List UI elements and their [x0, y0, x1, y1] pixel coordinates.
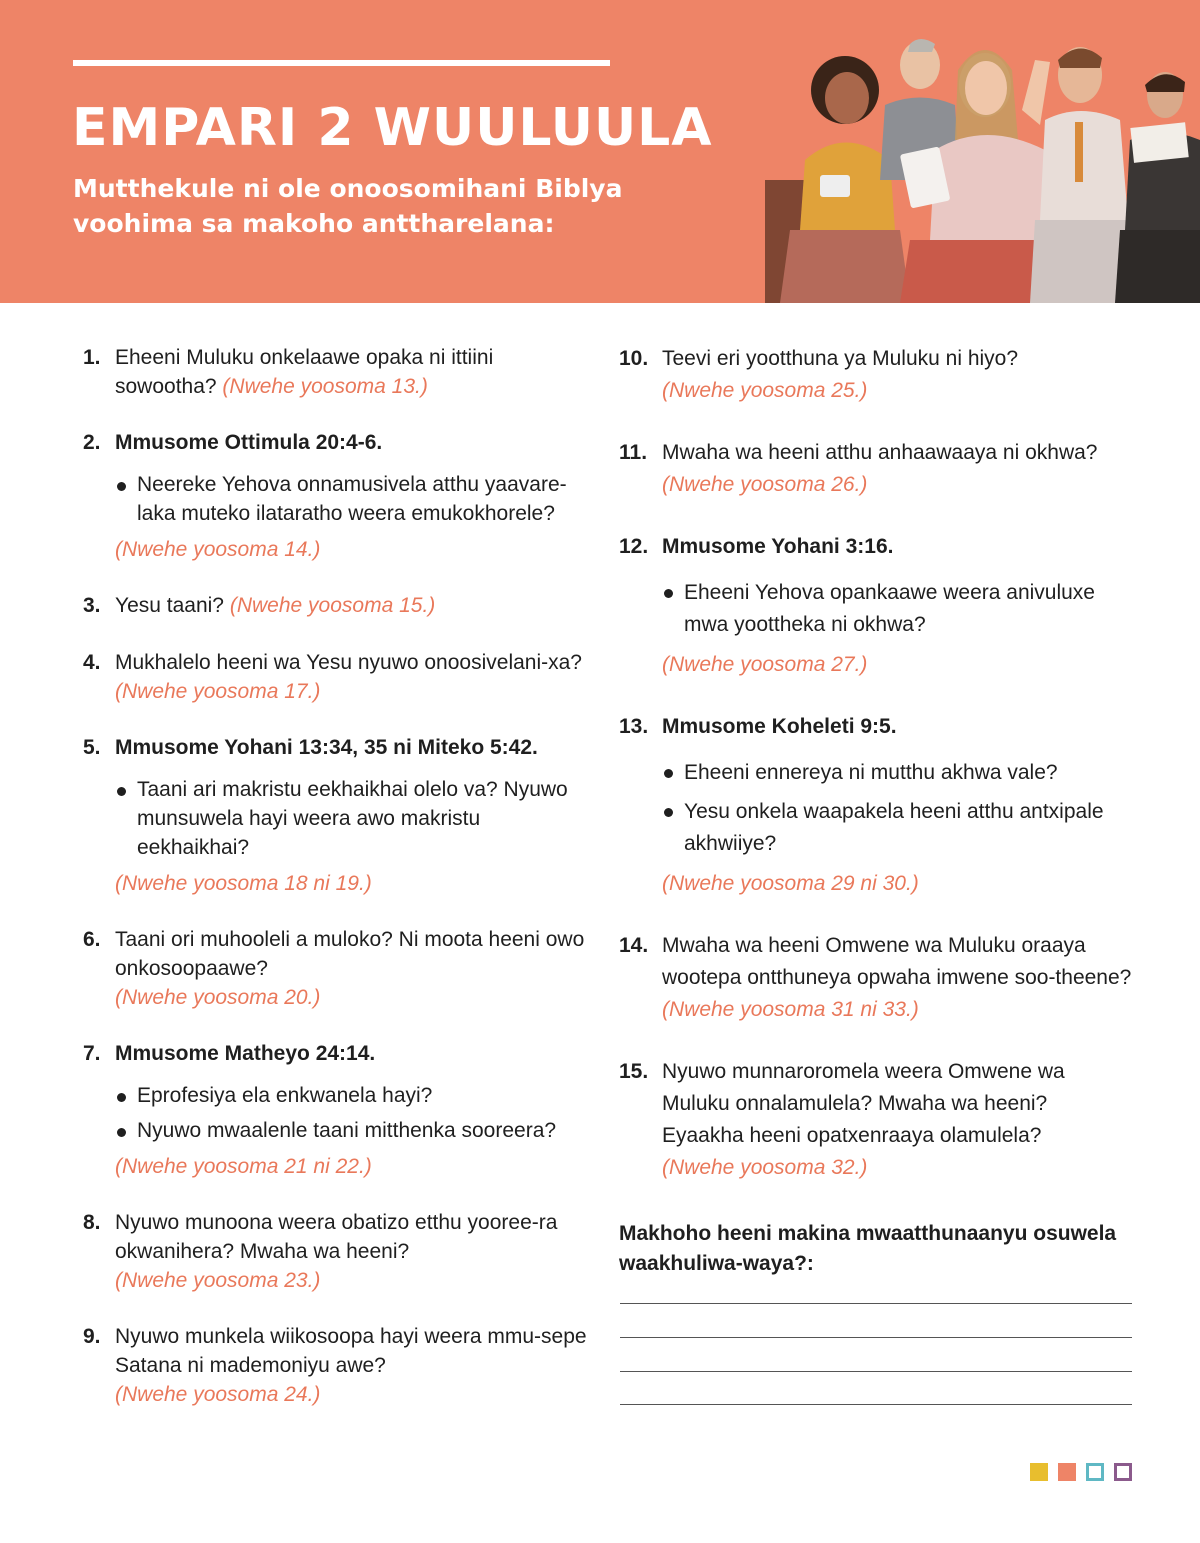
- page-subtitle: Mutthekule ni ole onoosomihani Biblya voohima sa makoho anttharelana:: [73, 174, 623, 238]
- questions-left-column: [83, 343, 593, 1409]
- reference: (Nwehe yoosoma 32.): [662, 1156, 868, 1179]
- question-number: 10.: [619, 347, 649, 370]
- reference: (Nwehe yoosoma 26.): [662, 473, 868, 496]
- question-number: 7.: [83, 1042, 101, 1065]
- question-text: Teevi eri yootthuna ya Muluku ni hiyo?: [662, 347, 1019, 370]
- question-text: Nyuwo munoona weera obatizo etthu yooree-ra okwanihera? Mwaha wa heeni?: [115, 1211, 558, 1263]
- question-2: [83, 428, 593, 564]
- reference: (Nwehe yoosoma 15.): [229, 594, 436, 617]
- question-15: [619, 1056, 1134, 1184]
- question-1: [83, 343, 593, 401]
- page-title: EMPARI 2 WUULUULA: [72, 98, 713, 158]
- question-3: [83, 591, 593, 620]
- audience-illustration: [760, 30, 1200, 303]
- header-banner: [0, 0, 1200, 303]
- bullet-item: Neereke Yehova onnamusivela atthu yaavare-laka muteko ilataratho weera emukokhorele?: [115, 470, 593, 528]
- reference: (Nwehe yoosoma 31 ni 33.): [662, 998, 919, 1021]
- question-number: 14.: [619, 934, 649, 957]
- question-number: 8.: [83, 1211, 101, 1234]
- question-text: Eheeni Muluku onkelaawe opaka ni ittiini sowootha?: [115, 346, 494, 398]
- question-text: Taani ori muhooleli a muloko? Ni moota heeni owo onkosoopaawe?: [115, 928, 585, 980]
- reference: (Nwehe yoosoma 20.): [115, 986, 321, 1009]
- reference: (Nwehe yoosoma 18 ni 19.): [115, 872, 372, 895]
- bullet-list: [115, 775, 593, 862]
- bullet-list: [662, 757, 1134, 860]
- color-squares-decoration: [1030, 1463, 1135, 1483]
- question-text: Mwaha wa heeni atthu anhaawaaya ni okhwa?: [662, 441, 1098, 464]
- question-6: [83, 925, 593, 1012]
- question-number: 4.: [83, 651, 101, 674]
- writing-line[interactable]: [620, 1303, 1132, 1304]
- question-14: [619, 930, 1134, 1026]
- question-number: 6.: [83, 928, 101, 951]
- question-number: 11.: [619, 441, 648, 464]
- square-teal-outline-icon: [1086, 1463, 1104, 1481]
- bullet-item: Yesu onkela waapakela heeni atthu antxipale akhwiiye?: [662, 796, 1134, 860]
- question-8: [83, 1208, 593, 1295]
- question-text: Mwaha wa heeni Omwene wa Muluku oraaya wootepa ontthuneya opwaha imwene soo-theene?: [662, 934, 1132, 989]
- bullet-item: Eheeni ennereya ni mutthu akhwa vale?: [662, 757, 1134, 789]
- reference: (Nwehe yoosoma 14.): [115, 538, 321, 561]
- bullet-item: Taani ari makristu eekhaikhai olelo va? Nyuwo munsuwela hayi weera awo makristu eekhaikhai?: [115, 775, 593, 862]
- question-number: 9.: [83, 1325, 101, 1348]
- question-10: [619, 343, 1134, 407]
- question-text: Mmusome Ottimula 20:4-6.: [115, 431, 383, 454]
- question-number: 15.: [619, 1060, 649, 1083]
- question-text: Mmusome Yohani 13:34, 35 ni Miteko 5:42.: [115, 736, 538, 759]
- question-text: Mmusome Matheyo 24:14.: [115, 1042, 376, 1065]
- question-text: Nyuwo munnaroromela weera Omwene wa Muluku onnalamulela? Mwaha wa heeni? Eyaakha heeni opatxenraaya olamulela?: [662, 1060, 1065, 1147]
- question-9: [83, 1322, 593, 1409]
- question-12: [619, 531, 1134, 681]
- question-11: [619, 437, 1134, 501]
- question-4: [83, 648, 593, 706]
- bullet-item: Nyuwo mwaalenle taani mitthenka sooreera?: [115, 1116, 593, 1145]
- question-number: 2.: [83, 431, 101, 454]
- question-text: Yesu taani?: [115, 594, 224, 617]
- bullet-list: [115, 470, 593, 528]
- question-number: 3.: [83, 594, 101, 617]
- reference: (Nwehe yoosoma 17.): [115, 680, 321, 703]
- questions-right-column: [619, 343, 1134, 1184]
- question-7: [83, 1039, 593, 1181]
- square-yellow-icon: [1030, 1463, 1048, 1481]
- notes-prompt: Makhoho heeni makina mwaatthunaanyu osuwela waakhuliwa-waya?:: [619, 1222, 1117, 1275]
- reference: (Nwehe yoosoma 25.): [662, 379, 868, 402]
- question-text: Mmusome Koheleti 9:5.: [662, 715, 897, 738]
- reference: (Nwehe yoosoma 21 ni 22.): [115, 1155, 372, 1178]
- bullet-item: Eprofesiya ela enkwanela hayi?: [115, 1081, 593, 1110]
- reference: (Nwehe yoosoma 13.): [222, 375, 428, 398]
- question-5: [83, 733, 593, 898]
- question-text: Mmusome Yohani 3:16.: [662, 535, 894, 558]
- reference: (Nwehe yoosoma 24.): [115, 1383, 321, 1406]
- bullet-list: [662, 577, 1134, 641]
- reference: (Nwehe yoosoma 27.): [662, 653, 868, 676]
- square-coral-icon: [1058, 1463, 1076, 1481]
- question-13: [619, 711, 1134, 900]
- square-purple-outline-icon: [1114, 1463, 1132, 1481]
- writing-line[interactable]: [620, 1371, 1132, 1372]
- bullet-list: [115, 1081, 593, 1145]
- question-text: Nyuwo munkela wiikosoopa hayi weera mmu-sepe Satana ni mademoniyu awe?: [115, 1325, 587, 1377]
- reference: (Nwehe yoosoma 29 ni 30.): [662, 872, 919, 895]
- question-number: 13.: [619, 715, 649, 738]
- question-text: Mukhalelo heeni wa Yesu nyuwo onoosivelani-xa?: [115, 651, 582, 674]
- question-number: 5.: [83, 736, 101, 759]
- question-number: 1.: [83, 346, 101, 369]
- writing-line[interactable]: [620, 1337, 1132, 1338]
- writing-line[interactable]: [620, 1404, 1132, 1405]
- question-number: 12.: [619, 535, 649, 558]
- header-rule: [73, 60, 610, 66]
- bullet-item: Eheeni Yehova opankaawe weera anivuluxe mwa yoottheka ni okhwa?: [662, 577, 1134, 641]
- reference: (Nwehe yoosoma 23.): [115, 1269, 321, 1292]
